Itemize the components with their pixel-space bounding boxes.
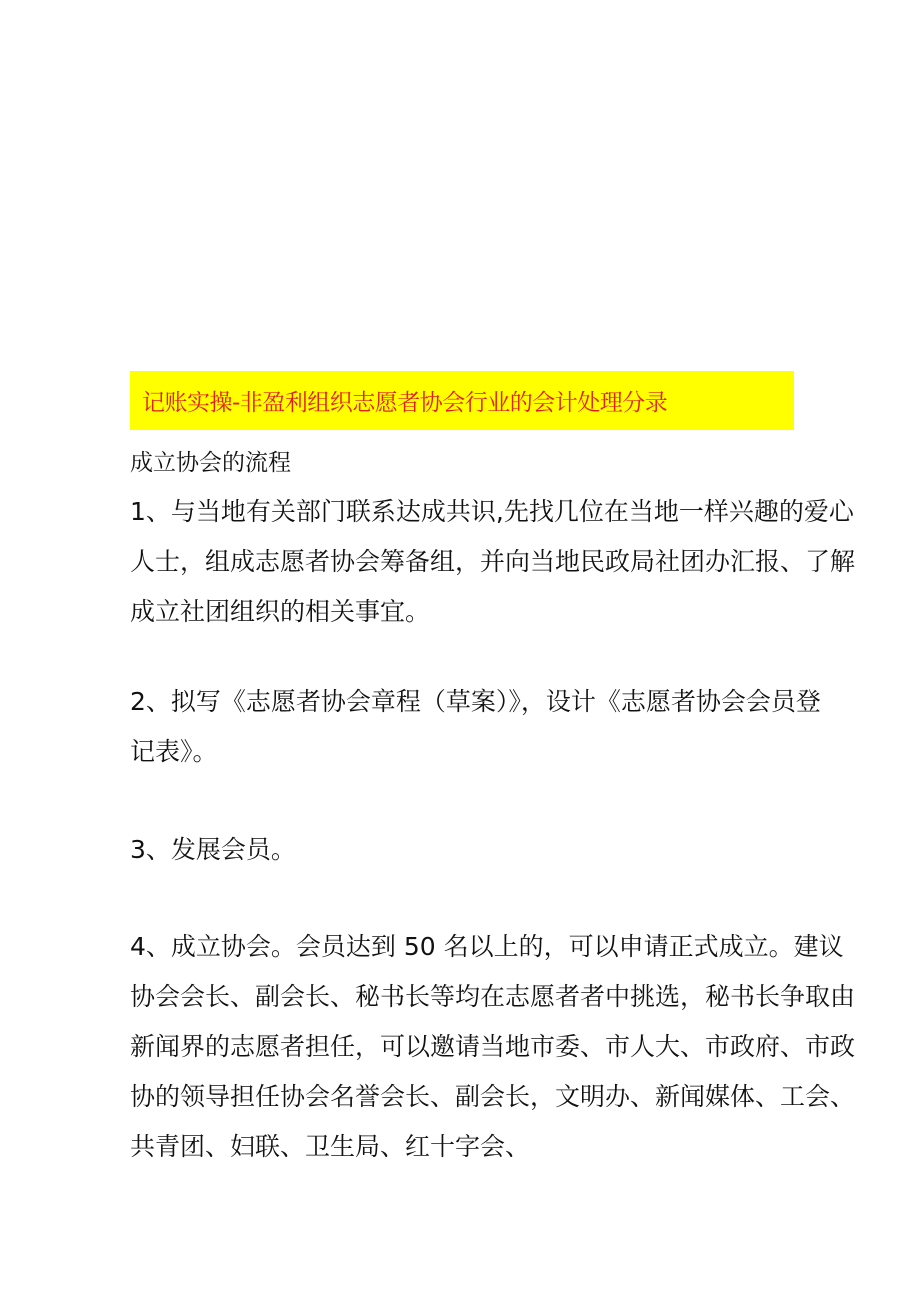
paragraph-line: 共青团、妇联、卫生局、红十字会、 — [130, 1132, 531, 1161]
paragraph-step-3 — [130, 825, 810, 875]
paragraph-step-1 — [130, 487, 856, 637]
paragraph-line: 2、拟写《志愿者协会章程（草案）》，设计《志愿者协会会员登 — [130, 687, 821, 716]
paragraph-line: 记表》。 — [130, 737, 218, 766]
document-title: 记账实操-非盈利组织志愿者协会行业的会计处理分录 — [142, 390, 668, 416]
paragraph-step-2 — [130, 677, 821, 777]
paragraph-line: 成立社团组织的相关事宜。 — [130, 597, 431, 626]
section-heading: 成立协会的流程 — [130, 450, 291, 476]
paragraph-line: 4、成立协会。会员达到 50 名以上的，可以申请正式成立。建议 — [130, 932, 844, 961]
paragraph-line: 人士，组成志愿者协会筹备组，并向当地民政局社团办汇报、了解 — [130, 547, 856, 576]
paragraph-line: 协会会长、副会长、秘书长等均在志愿者者中挑选，秘书长争取由 — [130, 982, 856, 1011]
paragraph-line: 新闻界的志愿者担任，可以邀请当地市委、市人大、市政府、市政 — [130, 1032, 856, 1061]
paragraph-line: 1、与当地有关部门联系达成共识,先找几位在当地一样兴趣的爱心 — [130, 497, 854, 526]
paragraph-line: 3、发展会员。 — [130, 835, 296, 864]
title-banner — [130, 371, 794, 430]
paragraph-step-4 — [130, 922, 856, 1172]
paragraph-line: 协的领导担任协会名誉会长、副会长，文明办、新闻媒体、工会、 — [130, 1082, 856, 1111]
